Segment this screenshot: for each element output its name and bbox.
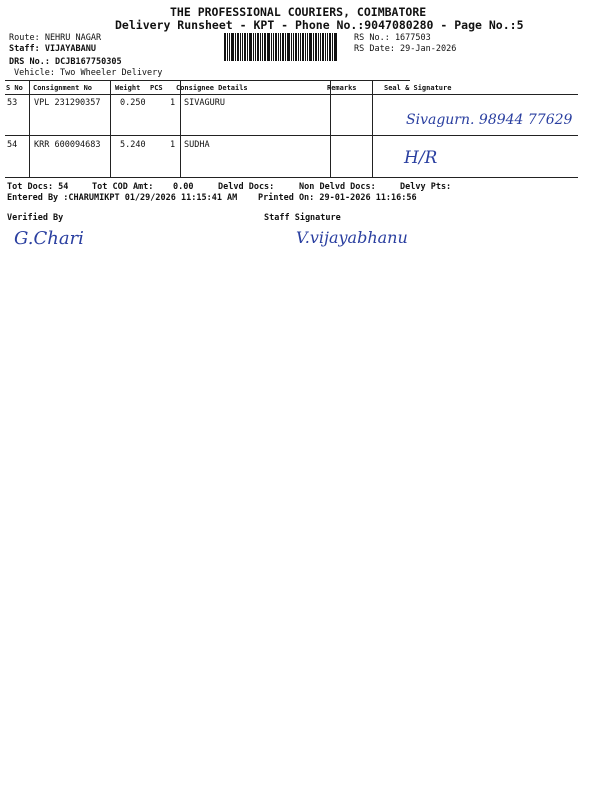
barcode-bar xyxy=(334,33,337,61)
barcode-bar xyxy=(291,33,292,61)
col-header-consignment: Consignment No xyxy=(33,84,93,92)
verified-by-label: Verified By xyxy=(7,213,64,223)
company-title: THE PROFESSIONAL COURIERS, COIMBATORE xyxy=(170,5,427,19)
barcode-bar xyxy=(267,33,270,61)
barcode-bar xyxy=(271,33,272,61)
barcode-bar xyxy=(293,33,294,61)
col-divider xyxy=(29,80,30,177)
col-divider xyxy=(330,80,331,177)
barcode-bar xyxy=(229,33,230,61)
barcode-bar xyxy=(307,33,308,61)
col-header-consignee: Consignee Details xyxy=(176,84,248,92)
barcode-bar xyxy=(242,33,243,61)
barcode-bar xyxy=(327,33,328,61)
barcode-bar xyxy=(255,33,256,61)
rs-date: RS Date: 29-Jan-2026 xyxy=(354,44,457,54)
entered-by: Entered By :CHARUMIKPT 01/29/2026 11:15:41 AM xyxy=(7,193,238,203)
barcode-bar xyxy=(262,33,263,61)
col-header-signature: Seal & Signature xyxy=(384,84,452,92)
row-pcs: 1 xyxy=(170,140,176,150)
vehicle-text: Vehicle: Two Wheeler Delivery xyxy=(14,68,163,78)
row-sno: 53 xyxy=(7,98,18,108)
row-sno: 54 xyxy=(7,140,18,150)
non-delivered-docs: Non Delvd Docs: xyxy=(299,182,376,192)
barcode-bar xyxy=(315,33,317,61)
barcode-bar xyxy=(282,33,284,61)
barcode-bar xyxy=(237,33,239,61)
barcode-bar xyxy=(253,33,254,61)
row-divider xyxy=(5,135,578,136)
barcode-bar xyxy=(329,33,331,61)
barcode-bar xyxy=(260,33,261,61)
row-consignee: SUDHA xyxy=(184,140,210,150)
col-header-pcs: PCS xyxy=(150,84,163,92)
barcode-bar xyxy=(298,33,299,61)
delivery-points: Delvy Pts: xyxy=(400,182,452,192)
barcode-bar xyxy=(280,33,281,61)
verifier-signature: G.Chari xyxy=(14,228,84,249)
col-header-remarks: Remarks xyxy=(327,84,357,92)
barcode-bar xyxy=(300,33,301,61)
row-pcs: 1 xyxy=(170,98,176,108)
barcode-bar xyxy=(227,33,228,61)
col-divider xyxy=(180,80,181,177)
barcode-bar xyxy=(302,33,304,61)
barcode-bar xyxy=(322,33,324,61)
barcode-bar xyxy=(295,33,297,61)
header-bottom-rule xyxy=(5,94,578,95)
table-top-rule xyxy=(5,80,410,81)
row-consignment: VPL 231290357 xyxy=(34,98,101,108)
barcode-bar xyxy=(305,33,306,61)
row-weight: 0.250 xyxy=(120,98,146,108)
barcode-bar xyxy=(275,33,277,61)
barcode-bar xyxy=(224,33,226,61)
staff-signature-label: Staff Signature xyxy=(264,213,341,223)
col-divider xyxy=(372,80,373,177)
total-cod-label: Tot COD Amt: xyxy=(92,182,154,192)
delivered-docs: Delvd Docs: xyxy=(218,182,275,192)
barcode-image xyxy=(224,33,349,61)
barcode-bar xyxy=(325,33,326,61)
rs-number: RS No.: 1677503 xyxy=(354,33,431,43)
col-header-weight: Weight xyxy=(115,84,141,92)
col-divider xyxy=(110,80,111,177)
barcode-bar xyxy=(278,33,279,61)
route-text: Route: NEHRU NAGAR xyxy=(9,33,102,43)
barcode-bar xyxy=(318,33,319,61)
total-docs: Tot Docs: 54 xyxy=(7,182,69,192)
barcode-bar xyxy=(273,33,274,61)
handwritten-signature: Sivagurn. 98944 77629 xyxy=(406,112,573,128)
col-header-sno: S No xyxy=(6,84,23,92)
barcode-bar xyxy=(247,33,248,61)
barcode-bar xyxy=(320,33,321,61)
barcode-bar xyxy=(332,33,333,61)
barcode-bar xyxy=(313,33,314,61)
row-consignee: SIVAGURU xyxy=(184,98,225,108)
handwritten-signature: H/R xyxy=(404,148,438,168)
runsheet-subtitle: Delivery Runsheet - KPT - Phone No.:9047080280 - Page No.:5 xyxy=(115,18,524,32)
total-cod-value: 0.00 xyxy=(173,182,194,192)
row-consignment: KRR 600094683 xyxy=(34,140,101,150)
barcode-bar xyxy=(309,33,312,61)
table-bottom-rule xyxy=(5,177,578,178)
printed-on: Printed On: 29-01-2026 11:16:56 xyxy=(258,193,417,203)
barcode-bar xyxy=(231,33,234,61)
barcode-bar xyxy=(240,33,241,61)
drs-number: DRS No.: DCJB167750305 xyxy=(9,57,122,67)
barcode-bar xyxy=(287,33,290,61)
staff-signature: V.vijayabhanu xyxy=(296,228,408,247)
barcode-bar xyxy=(235,33,236,61)
staff-text: Staff: VIJAYABANU xyxy=(9,44,96,54)
barcode-bar xyxy=(285,33,286,61)
barcode-bar xyxy=(244,33,246,61)
barcode-bar xyxy=(264,33,266,61)
barcode-bar xyxy=(249,33,252,61)
barcode-bar xyxy=(257,33,259,61)
row-weight: 5.240 xyxy=(120,140,146,150)
